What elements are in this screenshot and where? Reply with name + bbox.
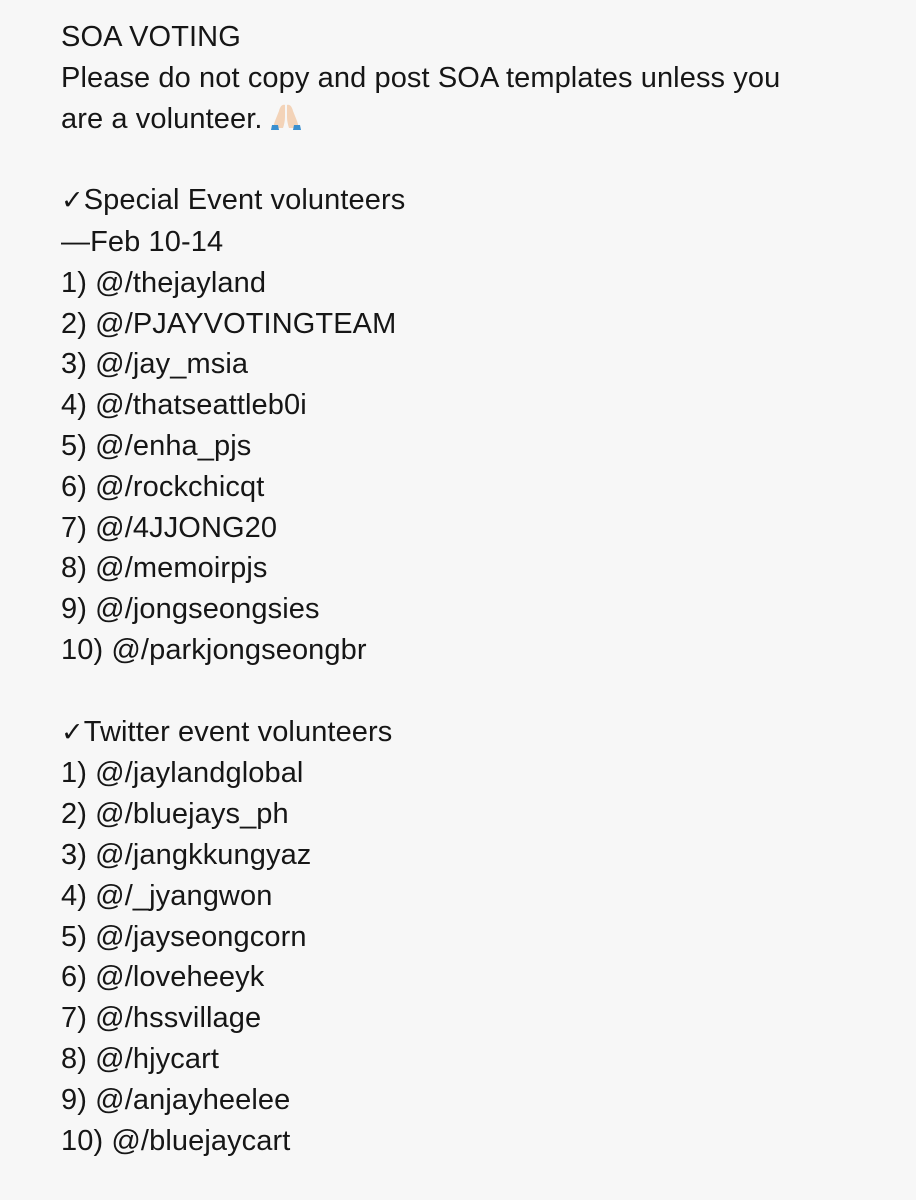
volunteer-handle: @/memoirpjs bbox=[95, 552, 268, 585]
volunteer-handle: @/parkjongseongbr bbox=[111, 633, 367, 666]
list-item bbox=[61, 385, 891, 426]
item-number: 7) bbox=[61, 511, 87, 544]
volunteer-handle: @/PJAYVOTINGTEAM bbox=[95, 307, 397, 340]
volunteer-handle: @/_jyangwon bbox=[95, 879, 273, 912]
volunteer-handle: @/jongseongsies bbox=[95, 593, 320, 626]
volunteer-list bbox=[61, 263, 891, 671]
volunteer-handle: @/jayseongcorn bbox=[95, 920, 307, 953]
item-number: 10) bbox=[61, 633, 104, 666]
note-body bbox=[61, 17, 891, 1161]
volunteer-handle: @/anjayheelee bbox=[95, 1083, 291, 1116]
volunteer-handle: @/enha_pjs bbox=[95, 429, 252, 462]
item-number: 9) bbox=[61, 1083, 87, 1116]
check-icon: ✓ bbox=[61, 185, 84, 217]
spacer bbox=[61, 671, 891, 712]
volunteer-handle: @/hssvillage bbox=[95, 1002, 262, 1035]
list-item bbox=[61, 1080, 891, 1121]
volunteer-handle: @/hjycart bbox=[95, 1042, 219, 1075]
list-item bbox=[61, 304, 891, 345]
volunteer-handle: @/jangkkungyaz bbox=[95, 838, 312, 871]
list-item bbox=[61, 876, 891, 917]
volunteer-handle: @/bluejaycart bbox=[111, 1124, 291, 1157]
section-heading bbox=[61, 180, 891, 222]
list-item bbox=[61, 263, 891, 304]
section-heading-text: Twitter event volunteers bbox=[83, 715, 393, 748]
item-number: 4) bbox=[61, 389, 87, 422]
volunteer-handle: @/jaylandglobal bbox=[95, 757, 304, 790]
list-item bbox=[61, 467, 891, 508]
item-number: 9) bbox=[61, 593, 87, 626]
list-item bbox=[61, 794, 891, 835]
list-item bbox=[61, 589, 891, 630]
item-number: 7) bbox=[61, 1002, 87, 1035]
list-item bbox=[61, 344, 891, 385]
item-number: 6) bbox=[61, 470, 87, 503]
check-icon: ✓ bbox=[61, 716, 84, 748]
list-item bbox=[61, 998, 891, 1039]
section-heading bbox=[61, 712, 891, 754]
list-item bbox=[61, 508, 891, 549]
notice-line-1: Please do not copy and post SOA templates unless you bbox=[61, 61, 781, 94]
item-number: 2) bbox=[61, 798, 87, 831]
volunteer-list bbox=[61, 753, 891, 1161]
list-item bbox=[61, 1121, 891, 1162]
spacer bbox=[61, 139, 891, 180]
notice-line-2 bbox=[61, 99, 891, 140]
section-heading-text: Special Event volunteers bbox=[83, 184, 406, 217]
list-item bbox=[61, 917, 891, 958]
list-item bbox=[61, 835, 891, 876]
list-item bbox=[61, 957, 891, 998]
volunteer-handle: @/thejayland bbox=[95, 266, 267, 299]
item-number: 8) bbox=[61, 1042, 87, 1075]
special-event-section bbox=[61, 180, 891, 671]
list-item bbox=[61, 1039, 891, 1080]
section-date: —Feb 10-14 bbox=[61, 225, 224, 258]
item-number: 8) bbox=[61, 552, 87, 585]
list-item bbox=[61, 630, 891, 671]
volunteer-handle: @/thatseattleb0i bbox=[95, 389, 307, 422]
item-number: 1) bbox=[61, 757, 87, 790]
item-number: 4) bbox=[61, 879, 87, 912]
list-item bbox=[61, 426, 891, 467]
folded-hands-icon bbox=[269, 101, 303, 131]
item-number: 3) bbox=[61, 348, 87, 381]
notice-text: are a volunteer. bbox=[61, 102, 263, 135]
volunteer-handle: @/4JJONG20 bbox=[95, 511, 278, 544]
item-number: 2) bbox=[61, 307, 87, 340]
item-number: 6) bbox=[61, 961, 87, 994]
note-title: SOA VOTING bbox=[61, 21, 241, 53]
item-number: 5) bbox=[61, 920, 87, 953]
volunteer-handle: @/loveheeyk bbox=[95, 961, 265, 994]
item-number: 1) bbox=[61, 266, 87, 299]
twitter-event-section bbox=[61, 712, 891, 1162]
item-number: 3) bbox=[61, 838, 87, 871]
item-number: 5) bbox=[61, 429, 87, 462]
list-item bbox=[61, 753, 891, 794]
volunteer-handle: @/rockchicqt bbox=[95, 470, 265, 503]
list-item bbox=[61, 548, 891, 589]
item-number: 10) bbox=[61, 1124, 104, 1157]
volunteer-handle: @/jay_msia bbox=[95, 348, 249, 381]
volunteer-handle: @/bluejays_ph bbox=[95, 798, 289, 831]
